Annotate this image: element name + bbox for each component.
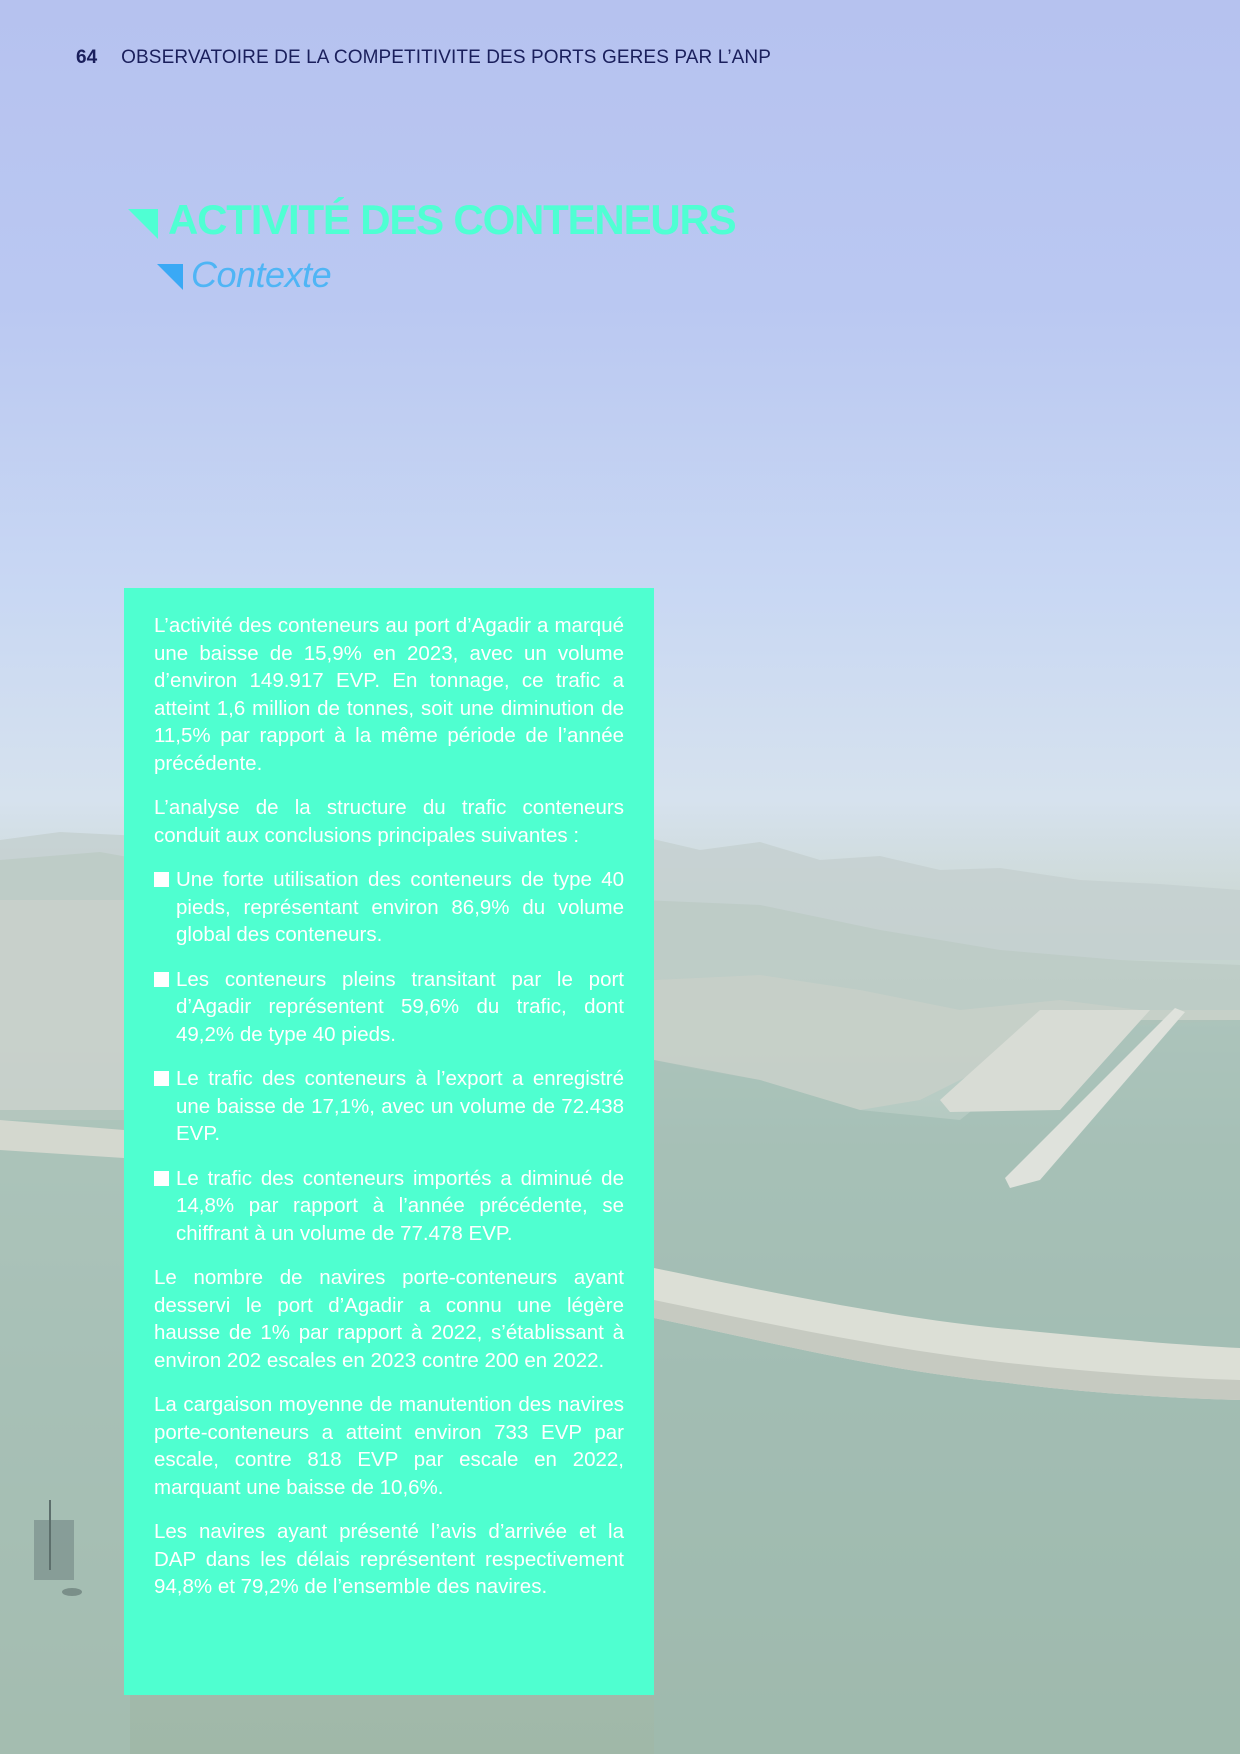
content-box	[124, 588, 654, 1695]
paragraph: La cargaison moyenne de manutention des navires porte-conteneurs a atteint environ 733 EVP par escale, contre 818 EVP par escale en 2022, marquant une baisse de 10,6%.	[154, 1393, 624, 1499]
paragraph: L’activité des conteneurs au port d’Agadir a marqué une baisse de 15,9% en 2023, avec un volume d’environ 149.917 EVP. En tonnage, ce trafic a atteint 1,6 million de tonnes, soit une diminution de 11,5% par rapport à la même période de l’année précédente.	[154, 614, 624, 775]
triangle-marker-icon	[157, 264, 183, 290]
list-item-text: Le trafic des conteneurs importés a diminué de 14,8% par rapport à l’année précédente, se chiffrant à un volume de 77.478 EVP.	[176, 1166, 624, 1245]
page-number: 64	[76, 47, 98, 68]
triangle-marker-icon	[128, 209, 158, 239]
subsection-heading	[157, 254, 331, 296]
square-bullet-icon	[154, 872, 169, 887]
list-item-text: Le trafic des conteneurs à l’export a enregistré une baisse de 17,1%, avec un volume de 72.438 EVP.	[176, 1067, 624, 1145]
running-title: OBSERVATOIRE DE LA COMPETITIVITE DES PORTS GERES PAR L’ANP	[121, 47, 772, 68]
paragraph: Le nombre de navires porte-conteneurs ayant desservi le port d’Agadir a connu une légère hausse de 1% par rapport à 2022, s’établissant à environ 202 escales en 2023 contre 200 en 2022.	[154, 1266, 624, 1372]
list-item	[154, 1165, 624, 1248]
list-item	[154, 966, 624, 1049]
paragraph: L’analyse de la structure du trafic conteneurs conduit aux conclusions principales suivantes :	[154, 796, 624, 847]
paragraph: Les navires ayant présenté l’avis d’arrivée et la DAP dans les délais représentent respectivement 94,8% et 79,2% de l’ensemble des navires.	[154, 1520, 624, 1598]
bullet-list	[154, 866, 624, 1247]
list-item-text: Une forte utilisation des conteneurs de type 40 pieds, représentant environ 86,9% du volume global des conteneurs.	[176, 868, 624, 946]
subsection-title: Contexte	[191, 254, 332, 295]
section-title: ACTIVITÉ DES CONTENEURS	[168, 196, 736, 243]
square-bullet-icon	[154, 1071, 169, 1086]
list-item	[154, 866, 624, 949]
list-item	[154, 1065, 624, 1148]
square-bullet-icon	[154, 972, 169, 987]
page-header	[76, 44, 771, 72]
list-item-text: Les conteneurs pleins transitant par le port d’Agadir représentent 59,6% du trafic, dont 49,2% de type 40 pieds.	[176, 967, 624, 1046]
section-heading	[128, 196, 735, 244]
square-bullet-icon	[154, 1171, 169, 1186]
